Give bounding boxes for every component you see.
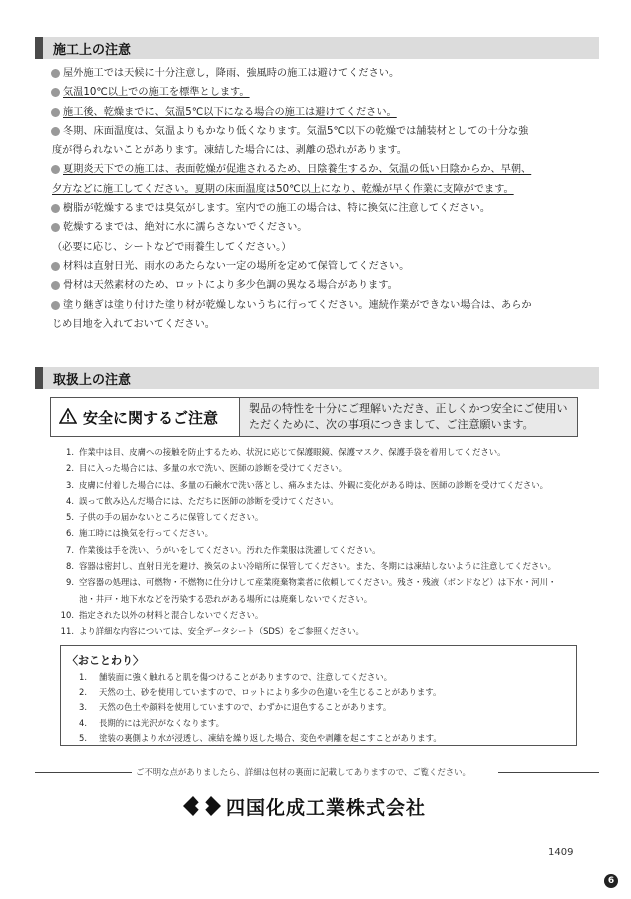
- note-number: 5.: [79, 732, 87, 743]
- company-name: 四国化成工業株式会社: [226, 797, 427, 819]
- bullet-text: 施工後、乾燥までに、気温5℃以下になる場合の施工は避けてください。: [63, 106, 397, 118]
- bullet-item: [52, 103, 592, 122]
- bullet-text: 夏期炎天下での施工は、表面乾燥が促進されるため、日陰養生するか、気温の低い日陰からか、早朝、: [63, 164, 532, 176]
- bullet-item: [52, 199, 592, 218]
- bullet-text: 夕方などに施工してください。夏期の床面温度は50℃以上になり、乾燥が早く作業に支障がでます。: [52, 183, 514, 195]
- bullet-dot-icon: [51, 281, 60, 290]
- item-text: 容器は密封し、直射日光を避け、換気のよい冷暗所に保管してください。また、冬期には凍結しないように注意してください。: [79, 561, 557, 572]
- item-text: 指定された以外の材料と混合しないでください。: [79, 609, 264, 620]
- bullet-item: [52, 64, 592, 83]
- handling-item: [60, 623, 590, 639]
- bullet-dot-icon: [51, 204, 60, 213]
- note-item: [75, 731, 442, 746]
- item-text: 空容器の処理は、可燃物・不燃物に仕分けして産業廃棄物業者に依頼してください。残さ・残液（ボンドなど）は下水・河川・: [79, 577, 557, 588]
- bullet-text: 骨材は天然素材のため、ロットにより多少色調の異なる場合があります。: [63, 280, 398, 292]
- bullet-dot-icon: [51, 165, 60, 174]
- bullet-text: 塗り継ぎは塗り付けた塗り材が乾燥しないうちに行ってください。連続作業ができない場合は、あらか: [63, 299, 532, 311]
- note-number: 2.: [79, 687, 87, 698]
- item-number: 2.: [66, 463, 74, 474]
- note-text: 塗装の裏側より水が浸透し、凍結を繰り返した場合、変色や剥離を起こすことがあります。: [99, 732, 442, 743]
- bullet-text-line: [63, 160, 592, 179]
- notes-list: [75, 670, 442, 746]
- handling-item: [60, 444, 590, 460]
- header-accent-bar: [35, 37, 43, 59]
- note-item: [75, 716, 442, 731]
- handling-item: [60, 460, 590, 476]
- bullet-dot-icon: [51, 301, 60, 310]
- doc-number: 1409: [548, 847, 574, 858]
- bullet-text: （必要に応じ、シートなどで雨養生してください。）: [52, 241, 292, 253]
- bullet-text-line: [63, 218, 592, 237]
- construction-list: [52, 64, 592, 334]
- bullet-item: [52, 218, 592, 257]
- company-logo-icon: [183, 795, 221, 817]
- bullet-text-line: [63, 83, 592, 102]
- construction-title: 施工上の注意: [53, 43, 132, 58]
- handling-item: [60, 509, 590, 525]
- bullet-text: 屋外施工では天候に十分注意し，降雨、強風時の施工は避けてください。: [63, 68, 400, 79]
- bullet-text-line: [52, 315, 592, 334]
- item-text: 池・井戸・地下水などを汚染する恐れがある場所には廃棄しないでください。: [79, 593, 373, 604]
- safety-label: 安全に関するご注意: [83, 409, 219, 427]
- bullet-text-line: [63, 276, 592, 295]
- bullet-text: 気温10℃以上での施工を標準とします。: [63, 87, 250, 99]
- item-number: 9.: [66, 577, 74, 588]
- note-text: 舗装面に強く触れると肌を傷つけることがありますので、注意してください。: [99, 672, 392, 682]
- bullet-item: [52, 160, 592, 199]
- bullet-text: 材料は直射日光、雨水のあたらない一定の場所を定めて保管してください。: [63, 260, 410, 272]
- bullet-dot-icon: [51, 88, 60, 97]
- bullet-item: [52, 276, 592, 295]
- note-item: [75, 670, 442, 685]
- item-number: 5.: [66, 512, 74, 523]
- item-number: 8.: [66, 561, 74, 572]
- bullet-text-line: [63, 257, 592, 276]
- warning-icon: [59, 408, 77, 424]
- bullet-dot-icon: [51, 127, 60, 136]
- bullet-dot-icon: [51, 108, 60, 117]
- handling-list: [60, 444, 590, 640]
- bullet-text-line: [52, 180, 592, 199]
- handling-item-continuation: [60, 591, 590, 607]
- item-text: 誤って飲み込んだ場合には、ただちに医師の診断を受けてください。: [79, 495, 339, 506]
- handling-item: [60, 607, 590, 623]
- item-text: 作業後は手を洗い、うがいをしてください。汚れた作業服は洗濯してください。: [79, 544, 381, 555]
- handling-title: 取扱上の注意: [53, 373, 132, 388]
- footer-rule-left: [35, 772, 132, 773]
- handling-header: [35, 367, 599, 389]
- bullet-item: [52, 83, 592, 102]
- note-text: 天然の土、砂を使用していますので、ロットにより多少の色違いを生じることがあります。: [99, 687, 442, 698]
- note-number: 1.: [79, 672, 87, 682]
- bullet-text: じめ目地を入れておいてください。: [52, 318, 215, 330]
- handling-item: [60, 542, 590, 558]
- bullet-dot-icon: [51, 69, 60, 78]
- note-number: 3.: [79, 702, 87, 713]
- header-accent-bar: [35, 367, 43, 389]
- item-number: 7.: [66, 544, 74, 555]
- handling-item: [60, 558, 590, 574]
- item-number: 6.: [66, 528, 74, 539]
- item-indent: [60, 591, 74, 607]
- footer-inquiry: ご不明な点がありましたら、詳細は包材の裏面に記載してありますので、ご覧ください。: [136, 767, 471, 777]
- bullet-item: [52, 296, 592, 335]
- bullet-text-line: [63, 122, 592, 141]
- item-text: 子供の手の届かないところに保管してください。: [79, 512, 264, 523]
- item-number: 10.: [60, 609, 74, 620]
- bullet-dot-icon: [51, 223, 60, 232]
- item-number: 11.: [60, 626, 74, 637]
- bullet-item: [52, 257, 592, 276]
- footer-rule-right: [498, 772, 599, 773]
- bullet-text: 度が得られないことがあります。凍結した場合には、剥離の恐れがあります。: [52, 145, 407, 157]
- item-text: 作業中は目、皮膚への接触を防止するため、状況に応じて保護眼鏡、保護マスク、保護手袋を着用してください。: [79, 447, 506, 457]
- construction-header: [35, 37, 599, 59]
- item-number: 1.: [66, 447, 74, 457]
- notes-title: 〈おことわり〉: [67, 654, 144, 667]
- item-number: 4.: [66, 495, 74, 506]
- safety-label-box: [51, 398, 240, 436]
- item-text: 目に入った場合には、多量の水で洗い、医師の診断を受けてください。: [79, 463, 347, 474]
- bullet-text-line: [52, 238, 592, 257]
- handling-item: [60, 493, 590, 509]
- handling-item: [60, 574, 590, 590]
- bullet-text-line: [63, 199, 592, 218]
- note-text: 天然の色土や顔料を使用していますので、わずかに退色することがあります。: [99, 702, 392, 713]
- bullet-text-line: [52, 141, 592, 160]
- notes-box: [60, 645, 577, 746]
- item-text: 皮膚に付着した場合には、多量の石鹸水で洗い落とし、痛みまたは、外観に変化がある時は、医師の診断を受けてください。: [79, 479, 548, 490]
- bullet-text-line: [63, 103, 592, 122]
- item-number: 3.: [66, 479, 74, 490]
- note-text: 長期的には光沢がなくなります。: [99, 717, 224, 728]
- note-item: [75, 700, 442, 715]
- item-text: より詳細な内容については、安全データシート（SDS）をご参照ください。: [79, 626, 364, 637]
- handling-item: [60, 525, 590, 541]
- page-number-badge: 6: [604, 874, 618, 888]
- note-number: 4.: [79, 717, 87, 728]
- bullet-item: [52, 122, 592, 161]
- item-text: 施工時には換気を行ってください。: [79, 528, 213, 539]
- bullet-text-line: [63, 296, 592, 315]
- safety-notice: [50, 397, 578, 437]
- bullet-dot-icon: [51, 262, 60, 271]
- bullet-text: 乾燥するまでは、絶対に水に濡らさないでください。: [63, 222, 308, 234]
- bullet-text: 樹脂が乾燥するまでは臭気がします。室内での施工の場合は、特に換気に注意してください。: [63, 203, 491, 215]
- bullet-text-line: [63, 64, 592, 83]
- note-item: [75, 685, 442, 700]
- safety-message: 製品の特性を十分にご理解いただき、正しくかつ安全にご使用いただくために、次の事項につきまして、ご注意願います。: [249, 402, 568, 431]
- handling-item: [60, 477, 590, 493]
- bullet-text: 冬期、床面温度は、気温よりもかなり低くなります。気温5℃以下の乾燥では舗装材としての十分な強: [63, 125, 529, 137]
